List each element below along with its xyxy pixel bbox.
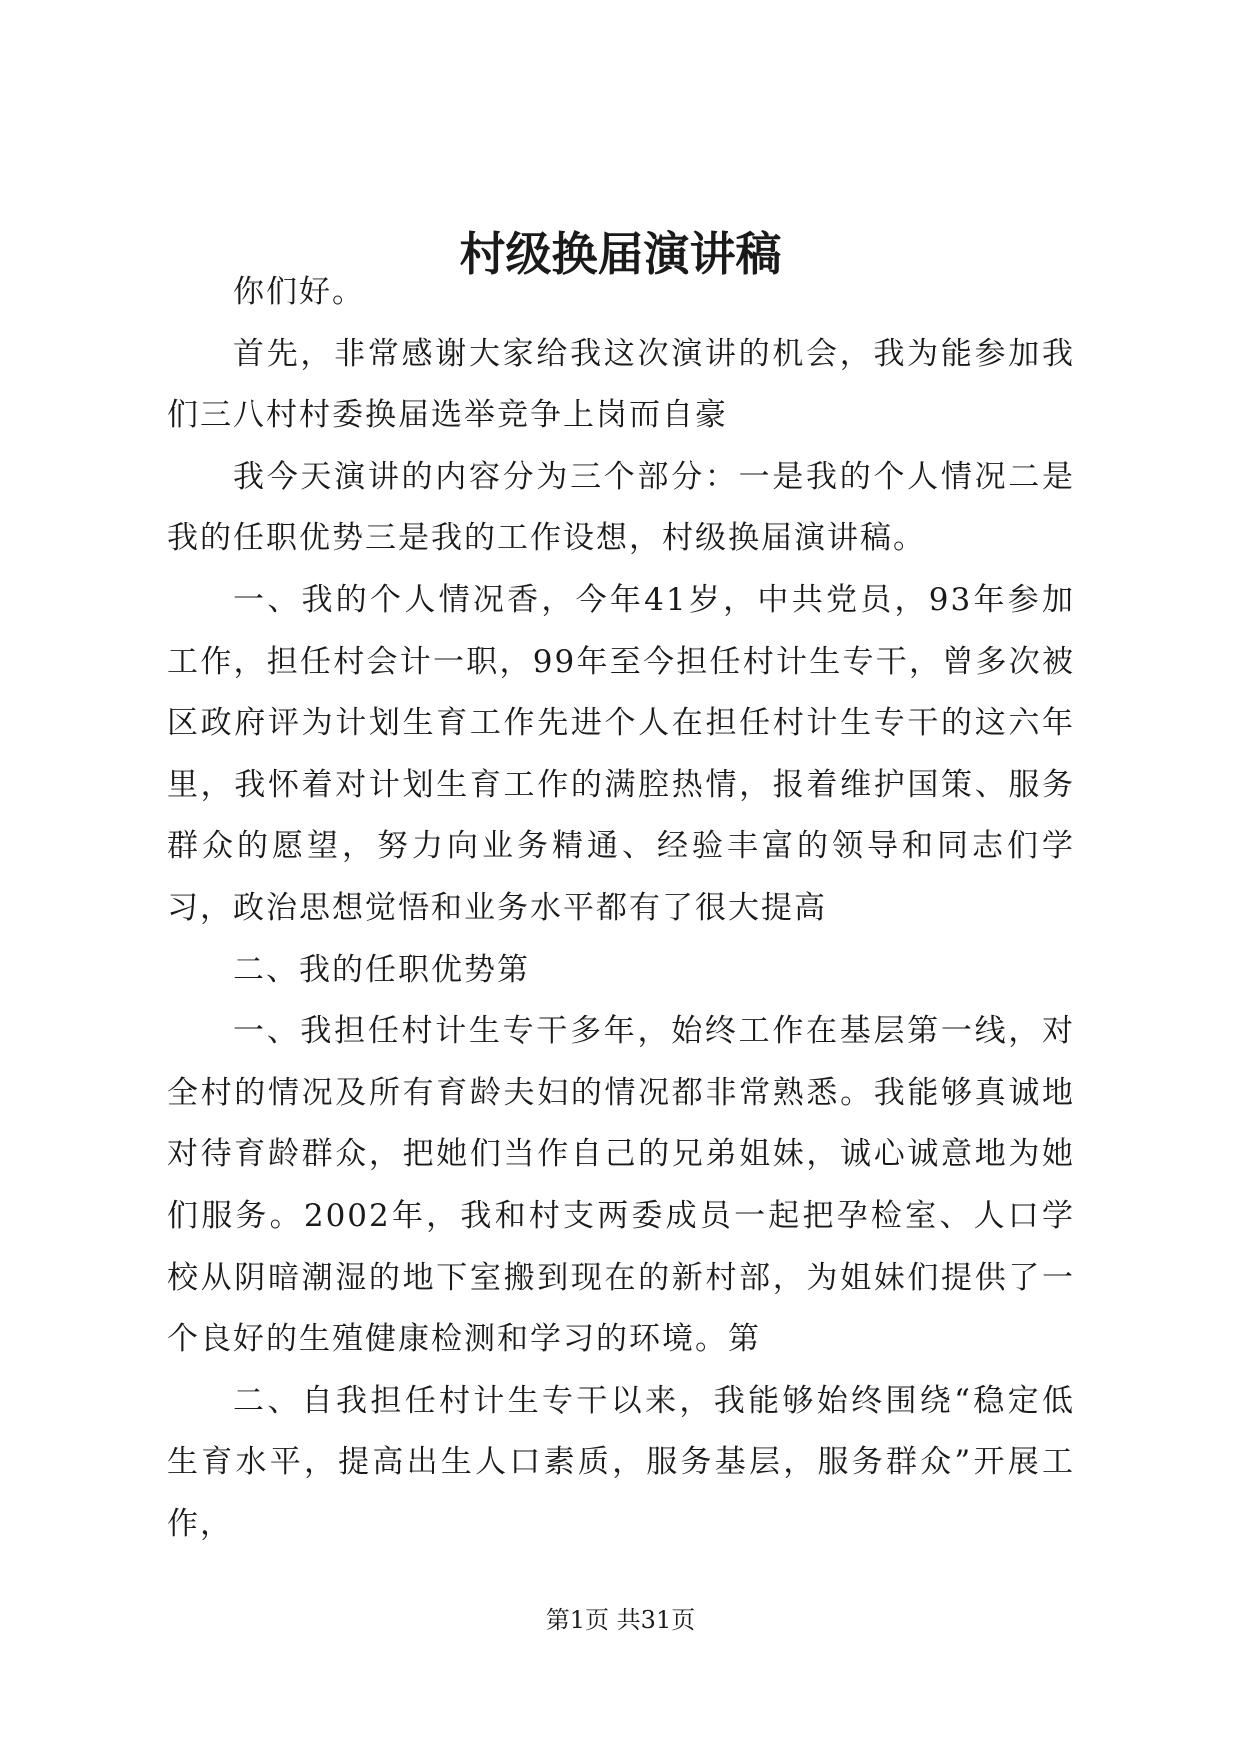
paragraph: 一、我担任村计生专干多年，始终工作在基层第一线，对全村的情况及所有育龄夫妇的情况都非常熟悉。我能够真诚地对待育龄群众，把她们当作自己的兄弟姐妹，诚心诚意地为她们服务。2002年，我和村支两委成员一起把孕检室、人口学校从阴暗潮湿的地下室搬到现在的新村部，为姐妹们提供了一个良好的生殖健康检测和学习的环境。第 xyxy=(167,1013,1075,1358)
paragraph: 我今天演讲的内容分为三个部分：一是我的个人情况二是我的任职优势三是我的工作设想，村级换届演讲稿。 xyxy=(167,458,1075,557)
paragraph: 二、我的任职优势第 xyxy=(233,951,530,988)
document-title: 村级换届演讲稿 xyxy=(459,227,782,281)
paragraph: 首先，非常感谢大家给我这次演讲的机会，我为能参加我们三八村村委换届选举竞争上岗而自豪 xyxy=(167,335,1075,434)
page-footer: 第1页 共31页 xyxy=(545,1606,696,1634)
paragraph: 一、我的个人情况香，今年41岁，中共党员，93年参加工作，担任村会计一职，99年至今担任村计生专干，曾多次被区政府评为计划生育工作先进个人在担任村计生专干的这六年里，我怀着对计划生育工作的满腔热情，报着维护国策、服务群众的愿望，努力向业务精通、经验丰富的领导和同志们学习，政治思想觉悟和业务水平都有了很大提高 xyxy=(167,581,1075,926)
document-body xyxy=(167,262,1075,1555)
paragraph: 你们好。 xyxy=(233,274,365,310)
paragraph: 二、自我担任村计生专干以来，我能够始终围绕“稳定低生育水平，提高出生人口素质，服务基层，服务群众”开展工作， xyxy=(167,1382,1075,1542)
